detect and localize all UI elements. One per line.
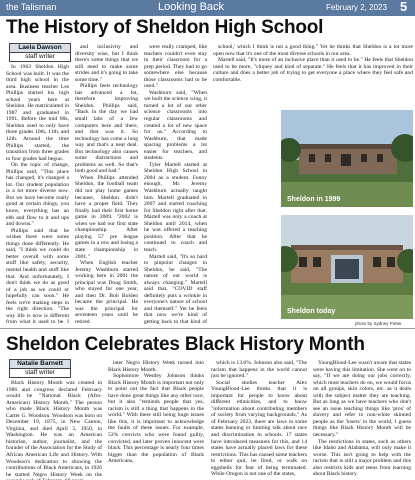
story2-author: Natalie Barnett (10, 360, 70, 369)
paragraph: On the topic of change, Phillips said, "This place has changed, it's changed a lot. Our student population is a lot more diverse now. But we have become really good at certain things, you know, everything has an ebb and flow to it and ups and downs." (6, 162, 69, 228)
section-name: Looking Back (158, 1, 225, 13)
school-photo-1999-image (281, 110, 413, 207)
paragraph: Sophomore Westley Johnson thinks Black History Month is important not only to point out the fact that Black people have done great things like any other race, but it also "reminds people that yes, racism is still a thing that happens in the world." With there still being huge issues like this, it is important to acknowledge the faults of these issues. For example, 53% convicts who were found guilty, convicted, and later proven innocent were black. This percentage is nearly four times bigger than the population of Black Americans, (108, 373, 204, 465)
paragraph: Black History Month was created in 1986 and congress declared February would be "National Black (Afro-American) History Month." The person who made Black History Month was Carter G. Woodson. Woodson was born on December 19, 1875, in New Canton, Virginia, and died April 3, 1950, in Washington. He was an American historian, author, journalist, and the founder of the Association for the Study of African American Life and History. With Woodson's dedication to showing the contributions of Black Americans, in 1926 he started Negro History Week on the (6, 380, 102, 478)
photo-caption-today: Sheldon today (287, 308, 336, 315)
story2-author-role: staff writer (25, 369, 55, 376)
page-number: 5 (400, 0, 408, 14)
story1-author: Laela Dawson (10, 44, 70, 53)
paragraph: YoungBlood-Lee wasn't aware that states were having this limitation. She went on to say, "If we are doing our jobs correctly, which most teachers do on, we would focus on all groups, skin colors, etc. as it deals with the subject matter they are teaching. But as long as we have teachers who don't see an issue teaching things like 'pros' of slavery and refer to non-white skinned people as the 'losers' in the world, I guess things like Black History Month will be necessary." (313, 360, 411, 439)
paragraph: Martell said, "It's more of an inclusive place than it used to be." He feels that Sheldon used to be more, "cliquey and kind of separate." He feels that it has improved in their culture and does a better job of trying to get everyone a place where they feel safe and comfortable. (213, 57, 413, 83)
paragraph: were really cramped, like teachers couldn't even stay in their classroom for a prep period. They had to go somewhere else because those classrooms had to be used." (144, 44, 207, 90)
paragraph: and inclusivity and diversity wise, but I think there's some things that we still need to make some strides and it's going to take some time." (75, 44, 138, 83)
paragraph: In 1963 Sheldon High School was built. It was the third high school in the area. Business teacher Les Phillips started his high school years here at Sheldon. He matriculated in 1987 and graduated in 1991. Before the mid 80s, Sheldon used to only have three grades 10th, 11th, and 12th. Around the time Phillips started, the transition from three grades to four grades had begun. (6, 64, 69, 162)
paragraph: Tyler Martell started at Sheldon High School in 2004 as a student. Funny enough, Mr. Jeremy Washburn actually taught him. Martell graduated in 2007 and started coaching for Sheldon right after that. Martell was only a coach at Sheldon until 2014, when he was offered a teaching position. After that he continued to coach and teach. (144, 161, 207, 253)
photo-sheldon-1999 (281, 110, 413, 207)
story2-byline (9, 359, 71, 378)
paragraph: Phillips said that he wishes there were some things done differently. He said, "I think we could do better overall with some stuff like safety, security, mental health and stuff like that. And unfortunately, I don't think we do as good of a job as we could or hopefully can soon." He feels we're making steps in the right direction. "The way life is now is different from what it used to be. I (6, 227, 69, 326)
school-photo-today-image (281, 215, 413, 319)
paragraph: Phillips feels technology has advanced a lot, therefore improving Sheldon. Phillips said, "Back in the day we had small labs of a few computers here and there, and that was it. So technology has come a long way and that's a neat deal. But technology also causes some distractions and problems as well. So that's both good and bad." (75, 83, 138, 175)
story1-column-3 (144, 44, 207, 326)
paragraph: Martell said, "It's so hard to pinpoint changes in Sheldon, he said, "The nature of our world is always changing." Martell said that, "COVID staff definitely puts a wrinkle in everyone's nature of school and themself." Yet he feels that now we're kind of getting back to that kind of (144, 253, 207, 325)
paragraph: which is 13.6%. Johnson also said, "The racism that happens in the world cannot just be ignored." (211, 360, 307, 380)
paragraph: When Phillips attended Sheldon, the football team did not play home games because, Sheldon didn't have a proper field. They finally had their first home game in 2009. "2002 is when we had our first state championship. After playing 57 pre league games in a row and losing a state championship in 2001." (75, 174, 138, 260)
story2-column-4 (313, 360, 411, 480)
story1-byline (9, 43, 71, 62)
photo-caption-1999: Sheldon in 1999 (287, 196, 341, 203)
story2-column-3 (211, 360, 307, 480)
story1-headline: The History of Sheldon High School (6, 17, 324, 38)
story2-column-2 (108, 360, 204, 480)
story1-author-role: staff writer (25, 53, 55, 60)
story2-headline: Sheldon Celebrates Black History Month (6, 334, 365, 355)
paragraph: Washburn said, "When we built the science wing, it turned a lot of our other science classrooms into regular classrooms and created a lot of new space for us." According to Washburn, that made spacing problems a lot easier for teachers, and students. (144, 89, 207, 162)
photo-credit: photo by Sydney Potter (355, 321, 402, 326)
paragraph: later Negro History Week turned into Black History Month. (108, 360, 204, 373)
story1-column-1 (6, 64, 69, 326)
issue-date: February 2, 2023 (326, 3, 387, 12)
paragraph: When English teacher Jeremy Washburn started working here in 2001 the principal was Doug Smith, who stayed for one year, and then Dr. Bob Bolden became the principal. He was the principal for seventeen years until he retired. (75, 260, 138, 325)
publication-name: the Talisman (6, 2, 57, 12)
section-divider (0, 328, 415, 329)
photo-sheldon-today (281, 215, 413, 319)
story1-column-2 (75, 44, 138, 326)
masthead-bar (0, 0, 415, 16)
paragraph: Social studies teacher Alex YoungBlood-Lee thinks that it is important for people to know about different ethnicities, and to know "information about contributing members of society from varying backgrounds." As of February 2023, there are laws in some states banning or limiting talk about race and discrimination in schools. 17 states have introduced measures for this, and 14 states have actually placed laws for these restrictions. This has caused some teachers to either quit, be fired, or walk on eggshells for fear of being terminated. While Oregon is not one of the states, (211, 379, 307, 478)
paragraph: school,' which I think is not a good thing." Yet he thinks that Sheldon is a lot more open now that it's one of the most diverse schools in our area. (213, 44, 413, 57)
story1-column-4 (213, 44, 413, 98)
paragraph: The restrictions in states, such as others like Idaho and Alabama, will only make it worse. This isn't going to help with the racism that is still a major problem and this also restricts kids and teens from learning about Black history. (313, 438, 411, 478)
story2-column-1 (6, 380, 102, 480)
